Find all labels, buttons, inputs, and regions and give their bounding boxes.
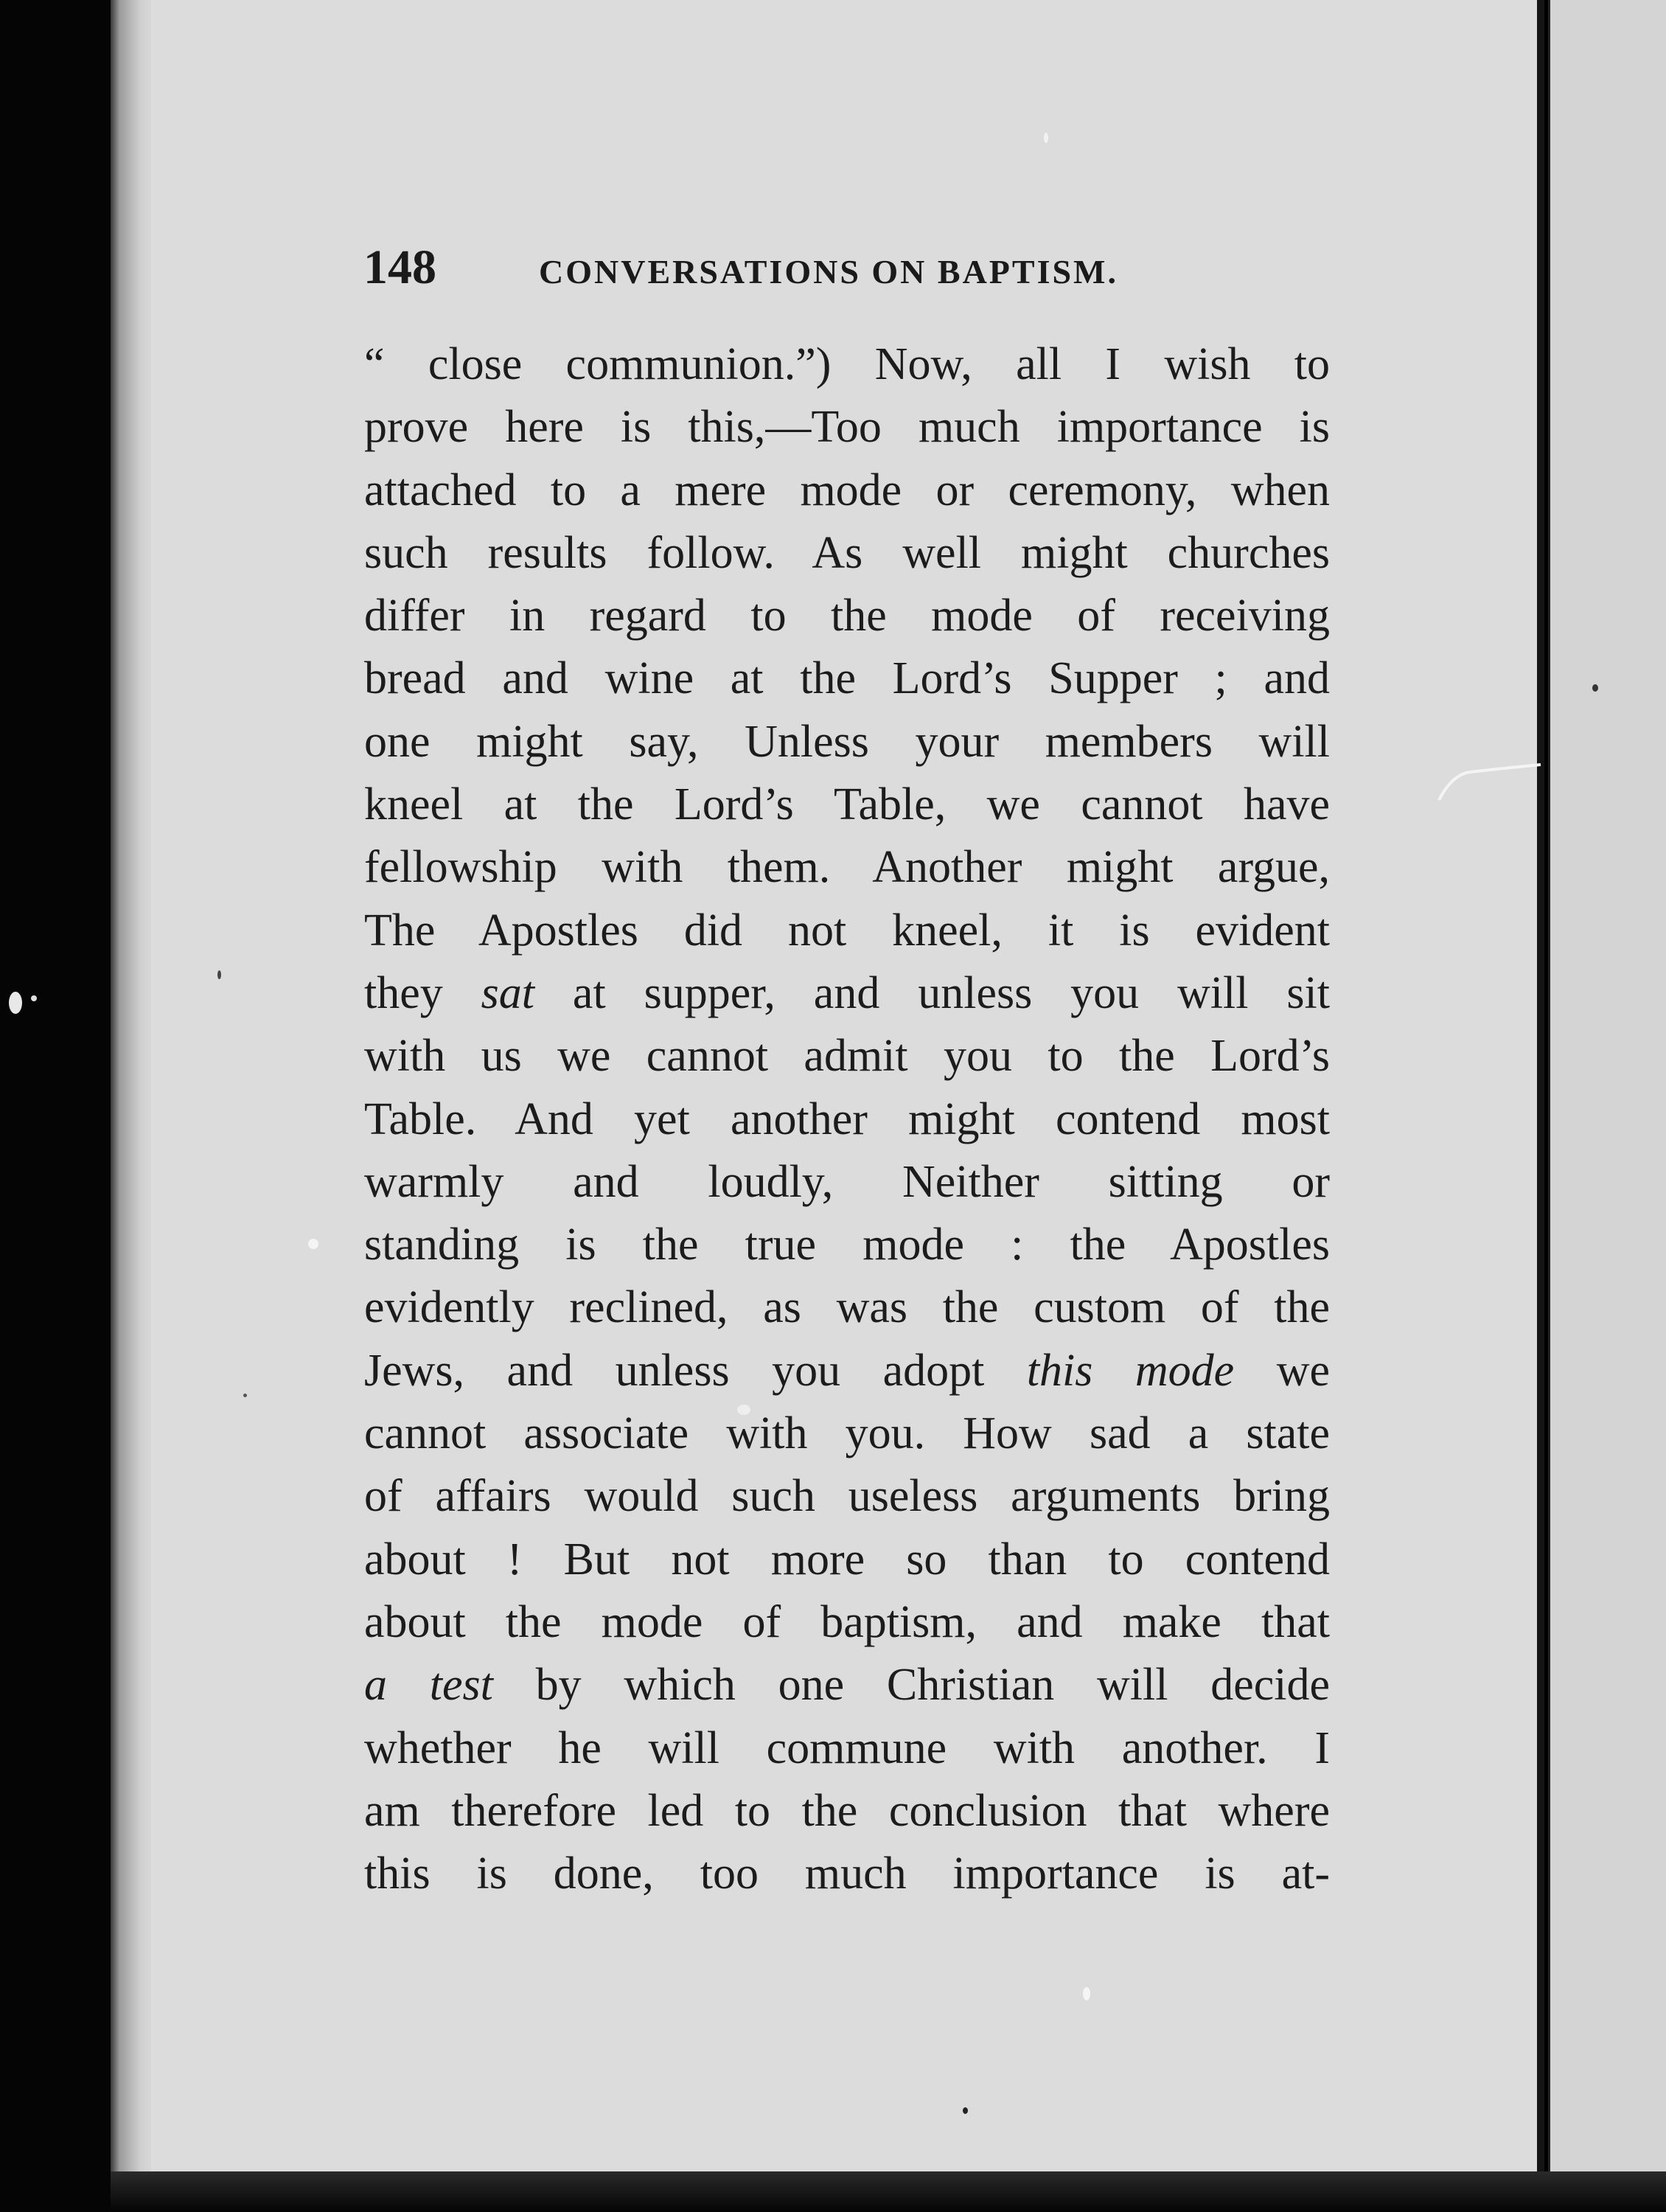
text-segment: warmly and loudly, Neither sitting or (364, 1156, 1330, 1207)
text-line (364, 1528, 1330, 1591)
text-segment: attached to a mere mode or ceremony, when (364, 465, 1330, 515)
text-segment: bread and wine at the Lord’s Supper ; and (364, 653, 1330, 704)
text-segment: standing is the true mode : the Apostles (364, 1220, 1330, 1270)
text-line (364, 900, 1330, 962)
text-segment: evidently reclined, as was the custom of the (364, 1282, 1330, 1333)
text-line (364, 396, 1330, 459)
text-segment: we (1234, 1345, 1330, 1396)
scan-speck (963, 2107, 968, 2114)
text-segment: Jews, and unless you adopt (364, 1345, 1027, 1396)
next-page-sliver (1550, 0, 1666, 2179)
scan-speck (31, 995, 37, 1001)
scan-speck (308, 1239, 318, 1249)
text-line (364, 1654, 1330, 1717)
text-segment: by which one Christian will decide (492, 1660, 1330, 1711)
text-line (364, 1025, 1330, 1088)
text-segment: cannot associate with you. How sad a state (364, 1408, 1330, 1459)
italic-text: a test (364, 1660, 493, 1711)
text-line (364, 522, 1330, 585)
text-line (364, 1591, 1330, 1654)
text-segment: The Apostles did not kneel, it is evident (364, 905, 1330, 956)
text-line (364, 647, 1330, 710)
text-segment: am therefore led to the conclusion that where (364, 1785, 1330, 1836)
text-segment: they (364, 967, 481, 1018)
text-line (364, 962, 1330, 1025)
scan-speck (1592, 684, 1598, 692)
text-line (364, 459, 1330, 522)
scan-speck (1083, 1987, 1090, 2000)
text-segment: of affairs would such useless arguments bring (364, 1471, 1330, 1522)
text-line (364, 333, 1330, 396)
text-line (364, 1465, 1330, 1528)
text-line (364, 1214, 1330, 1276)
text-line (364, 1780, 1330, 1843)
body-text (364, 333, 1330, 1905)
text-line (364, 1717, 1330, 1780)
italic-text: sat (481, 967, 535, 1018)
scan-scratch (1437, 748, 1544, 807)
scan-speck (9, 992, 22, 1014)
text-segment: about ! But not more so than to contend (364, 1534, 1330, 1585)
text-line (364, 1340, 1330, 1402)
text-line (364, 711, 1330, 773)
text-segment: whether he will commune with another. I (364, 1722, 1330, 1773)
scan-border-left (0, 0, 111, 2212)
text-segment: such results follow. As well might churches (364, 527, 1330, 578)
text-line (364, 1843, 1330, 1905)
text-line (364, 1402, 1330, 1465)
text-segment: about the mode of baptism, and make that (364, 1596, 1330, 1647)
text-segment: Table. And yet another might contend most (364, 1093, 1330, 1144)
scan-speck (1044, 133, 1048, 143)
running-title: CONVERSATIONS ON BAPTISM. (539, 253, 1118, 291)
scan-border-bottom (111, 2171, 1666, 2212)
text-line (364, 1088, 1330, 1151)
page-gutter (1537, 0, 1544, 2179)
page-edge-strip (111, 0, 155, 2179)
text-line (364, 836, 1330, 899)
text-segment: at supper, and unless you will sit (534, 967, 1330, 1018)
text-segment: this is done, too much importance is at- (364, 1848, 1330, 1899)
text-segment: one might say, Unless your members will (364, 716, 1330, 767)
text-line (364, 585, 1330, 647)
text-line (364, 1151, 1330, 1214)
scan-speck (243, 1394, 247, 1397)
text-segment: with us we cannot admit you to the Lord’s (364, 1031, 1330, 1082)
scan-speck (217, 970, 221, 979)
running-header (363, 234, 1329, 301)
text-segment: prove here is this,—Too much importance is (364, 402, 1330, 453)
text-line (364, 773, 1330, 836)
italic-text: this mode (1026, 1345, 1235, 1396)
text-segment: fellowship with them. Another might argue, (364, 842, 1330, 893)
text-segment: differ in regard to the mode of receiving (364, 591, 1330, 641)
text-line (364, 1276, 1330, 1339)
text-segment: “ close communion.”) Now, all I wish to (364, 339, 1330, 389)
page-number: 148 (363, 240, 436, 294)
text-segment: kneel at the Lord’s Table, we cannot have (364, 779, 1330, 830)
